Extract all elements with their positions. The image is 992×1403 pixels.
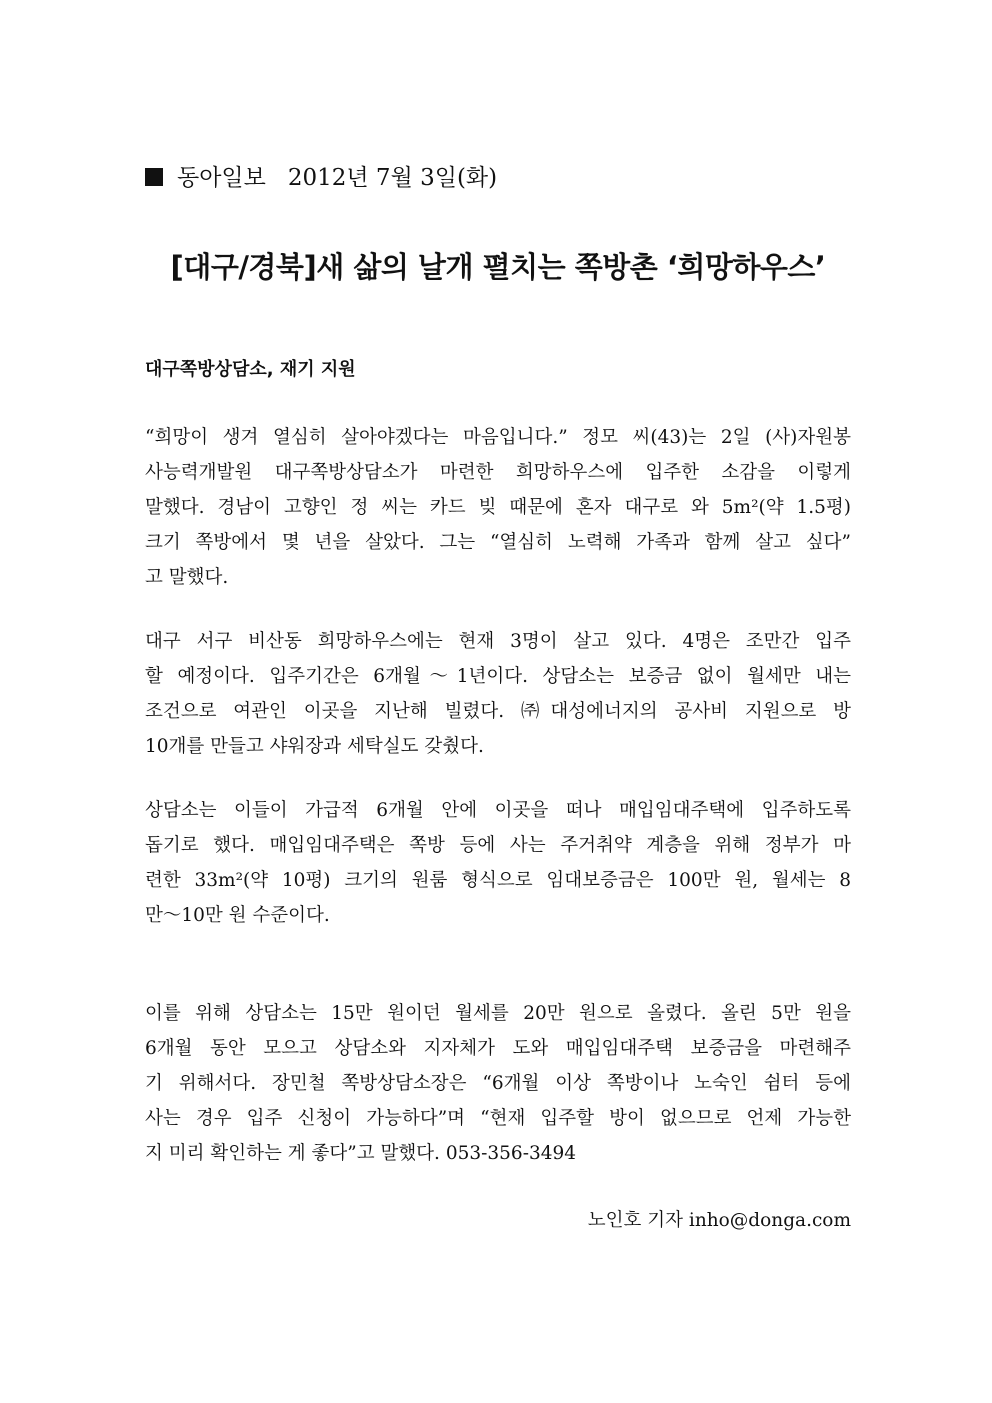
article-page [145, 0, 851, 1403]
paragraph-line: 사능력개발원 대구쪽방상담소가 마련한 희망하우스에 입주한 소감을 이렇게 [145, 462, 851, 483]
paragraph-line: 상담소는 이들이 가급적 6개월 안에 이곳을 떠나 매입임대주택에 입주하도록 [145, 800, 851, 821]
paragraph-line: 지 미리 확인하는 게 좋다”고 말했다. 053-356-3494 [145, 1143, 577, 1164]
paragraph-line: 할 예정이다. 입주기간은 6개월～1년이다. 상담소는 보증금 없이 월세만 내는 [145, 666, 851, 687]
paragraph-line: 조건으로 여관인 이곳을 지난해 빌렸다. ㈜대성에너지의 공사비 지원으로 방 [145, 701, 851, 722]
paragraph-4 [145, 996, 851, 1171]
paragraph-line: “희망이 생겨 열심히 살아야겠다는 마음입니다.” 정모 씨(43)는 2일 (사)자원봉 [145, 427, 851, 448]
paragraph-line: 6개월 동안 모으고 상담소와 지자체가 도와 매입임대주택 보증금을 마련해주 [145, 1038, 851, 1059]
paragraph-line: 대구 서구 비산동 희망하우스에는 현재 3명이 살고 있다. 4명은 조만간 입주 [145, 631, 851, 652]
paragraph-line: 사는 경우 입주 신청이 가능하다”며 “현재 입주할 방이 없으므로 언제 가능한 [145, 1108, 851, 1129]
source-line [145, 160, 497, 196]
black-square-icon [145, 168, 163, 186]
paragraph-2 [145, 624, 851, 764]
paragraph-line: 만～10만 원 수준이다. [145, 905, 330, 926]
paragraph-line: 크기 쪽방에서 몇 년을 살았다. 그는 “열심히 노력해 가족과 함께 살고 싶다” [145, 532, 851, 553]
article-headline: [대구/경북]새 삶의 날개 펼치는 쪽방촌 ‘희망하우스’ [170, 250, 826, 284]
article-subhead: 대구쪽방상담소, 재기 지원 [145, 359, 356, 380]
paragraph-line: 10개를 만들고 샤워장과 세탁실도 갖췄다. [145, 736, 484, 757]
paragraph-1 [145, 420, 851, 595]
paragraph-line: 말했다. 경남이 고향인 정 씨는 카드 빚 때문에 혼자 대구로 와 5m²(약 1.5평) [145, 497, 851, 518]
paragraph-line: 고 말했다. [145, 567, 229, 588]
paragraph-line: 기 위해서다. 장민철 쪽방상담소장은 “6개월 이상 쪽방이나 노숙인 쉼터 등에 [145, 1073, 851, 1094]
publication-name: 동아일보 [177, 165, 266, 191]
paragraph-3 [145, 793, 851, 933]
paragraph-line: 련한 33m²(약 10평) 크기의 원룸 형식으로 임대보증금은 100만 원, 월세는 8 [145, 870, 851, 891]
publication-date: 2012년 7월 3일(화) [287, 165, 498, 191]
paragraph-line: 이를 위해 상담소는 15만 원이던 월세를 20만 원으로 올렸다. 올린 5만 원을 [145, 1003, 851, 1024]
reporter-byline: 노인호 기자 inho@donga.com [587, 1210, 851, 1231]
paragraph-line: 돕기로 했다. 매입임대주택은 쪽방 등에 사는 주거취약 계층을 위해 정부가 마 [145, 835, 851, 856]
